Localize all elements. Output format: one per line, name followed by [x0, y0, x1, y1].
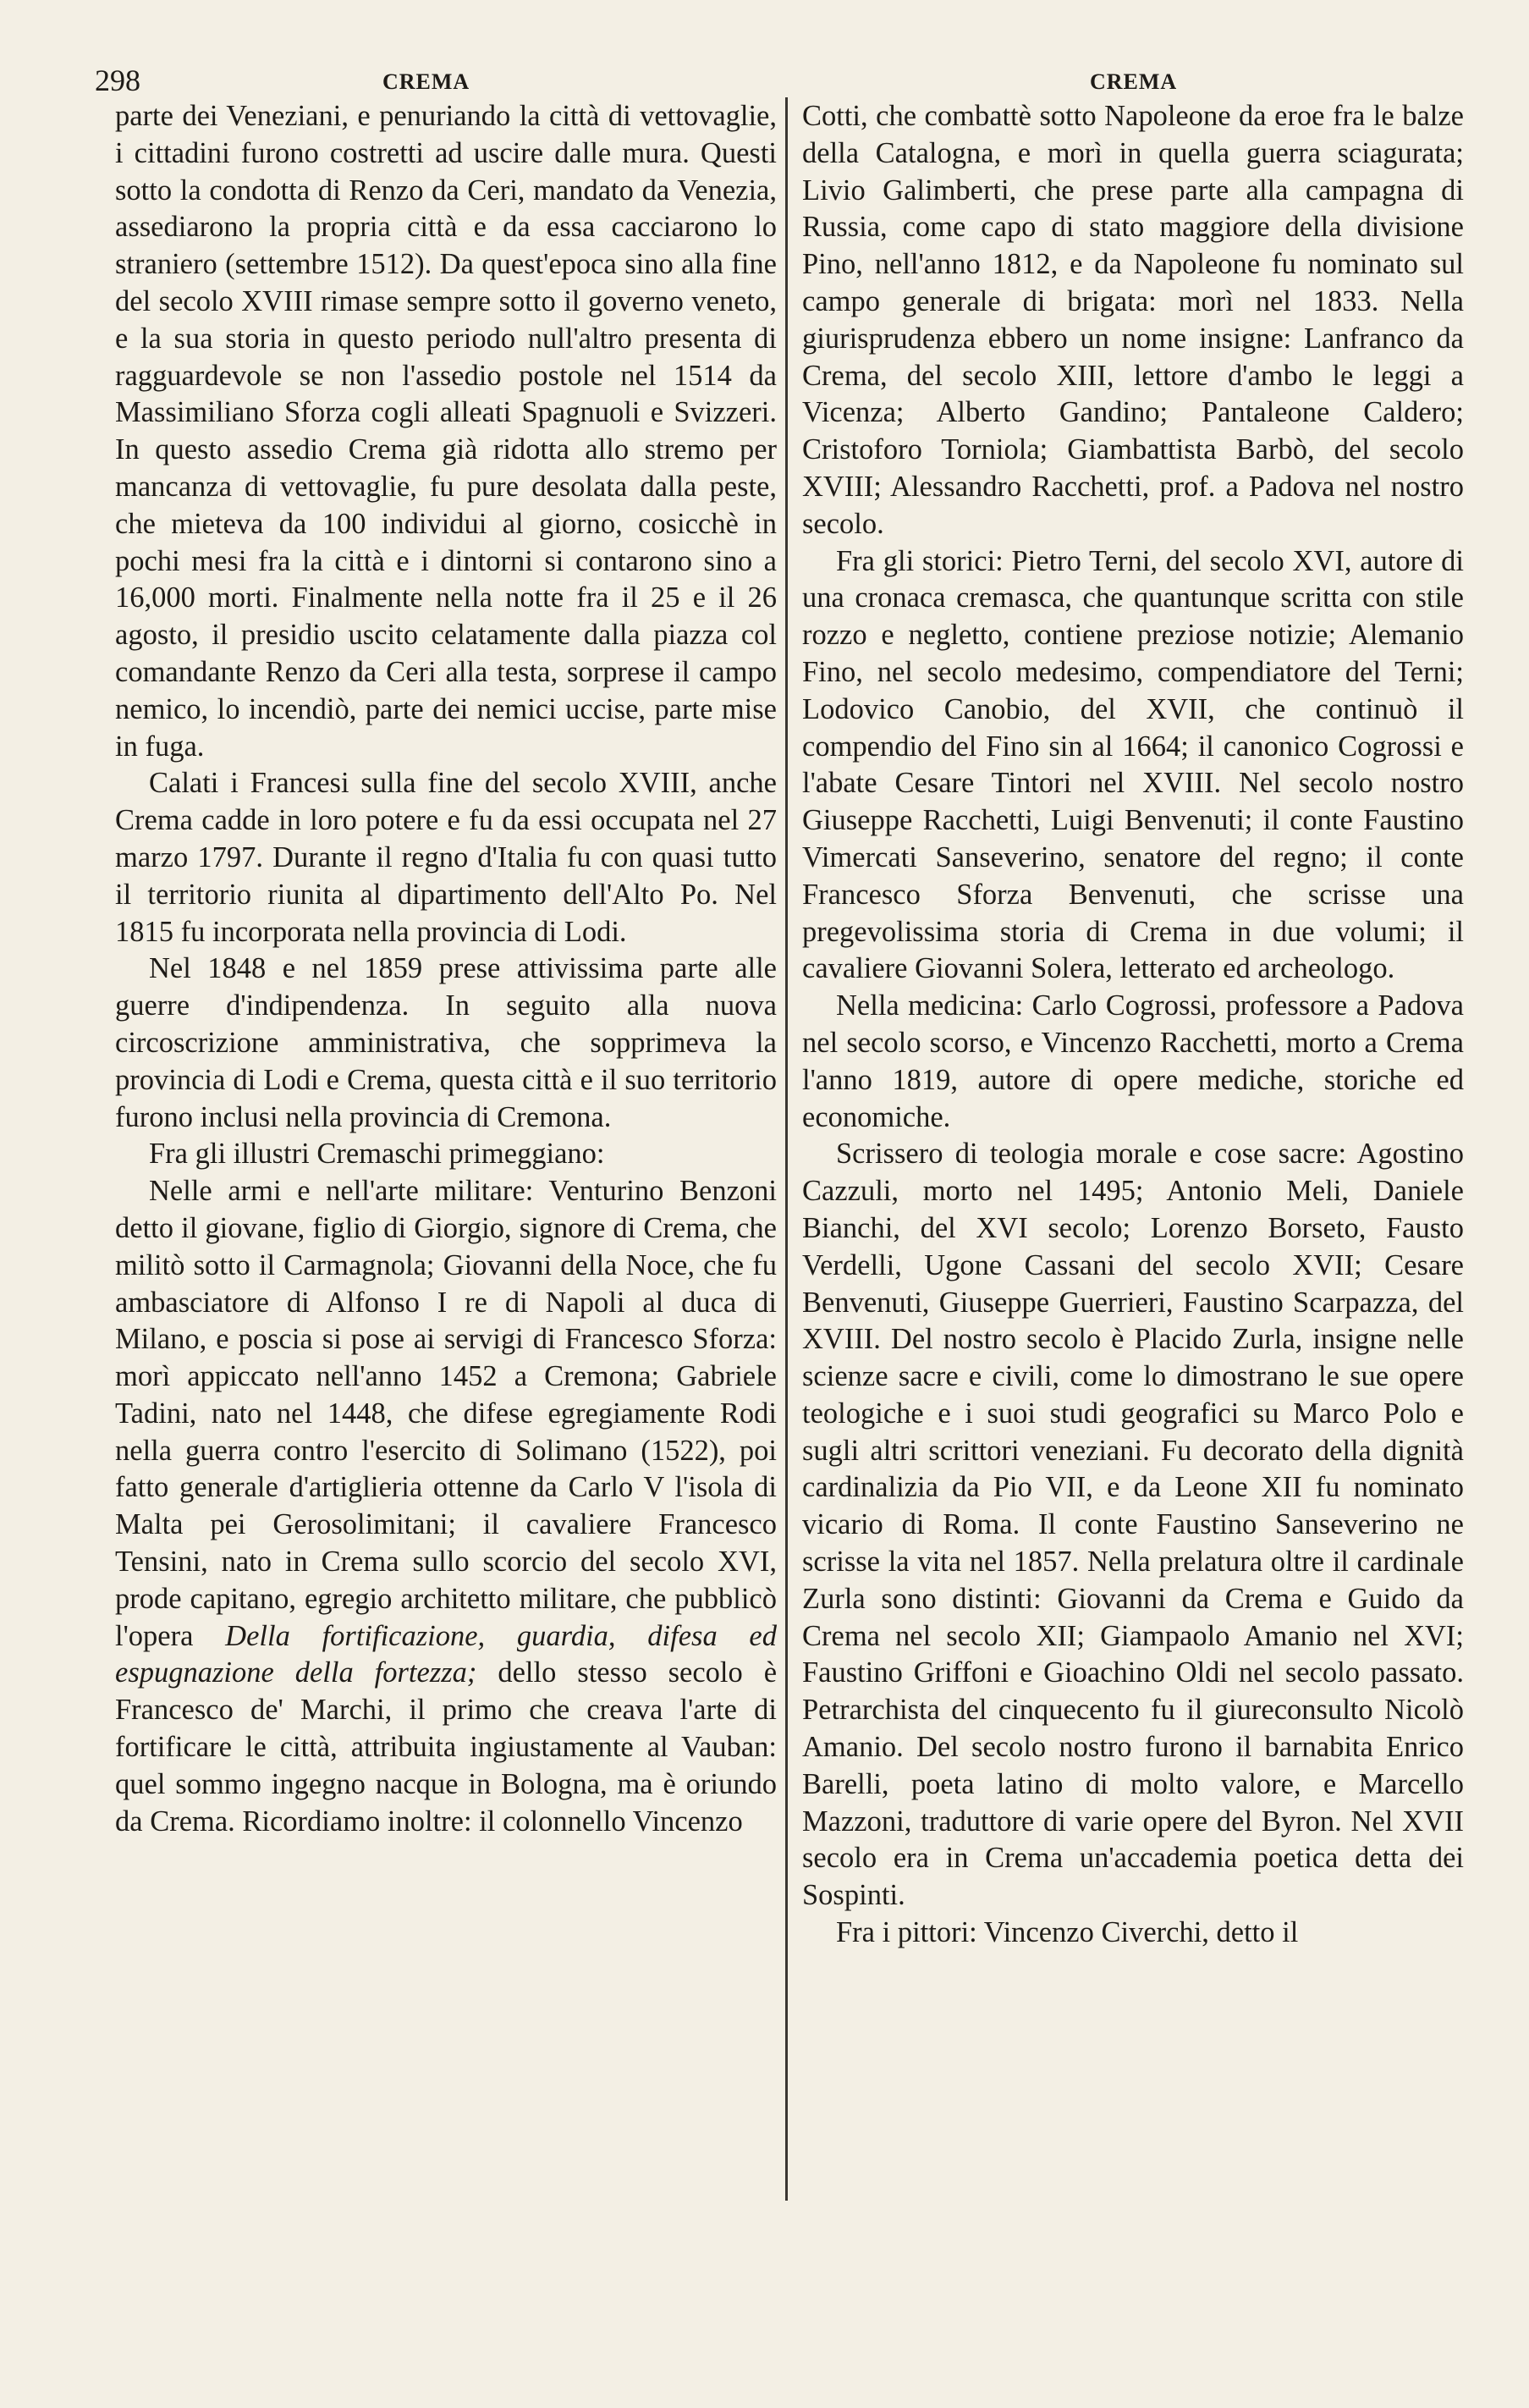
paragraph: Scrissero di teologia morale e cose sacre: Agostino Cazzuli, morto nel 1495; Antonio Meli, Daniele Bianchi, del XVI secolo; Lorenzo Borseto, Fausto Verdelli, Ugone Cassani del secolo XVII; Cesare Benvenuti, Giuseppe Guerrieri, Faustino Scarpazza, del XVIII. Del nostro secolo è Placido Zurla, insigne nelle scienze sacre e civili, come lo dimostrano le sue opere teologiche e i suoi studi geografici su Marco Polo e sugli altri scrittori veneziani. Fu decorato della dignità cardinalizia da Pio VII, e da Leone XII fu nominato vicario di Roma. Il conte Faustino Sanseverino ne scrisse la vita nel 1857. Nella prelatura oltre il cardinale Zurla sono distinti: Giovanni da Crema e Guido da Crema nel secolo XII; Giampaolo Amanio nel XVI; Faustino Griffoni e Gioachino Oldi nel secolo passato. Petrarchista del cinquecento fu il giureconsulto Nicolò Amanio. Del secolo nostro furono il barnabita Enrico Barelli, poeta latino di molto valore, e Marcello Mazzoni, traduttore di varie opere del Byron. Nel XVII secolo era in Crema un'accademia poetica detta dei Sospinti. — [802, 1138, 1464, 1912]
paragraph-text: dello stesso secolo è Francesco de' Marchi, il primo che creava l'arte di fortificare le città, attribuita ingiustamente al Vauban: quel sommo ingegno nacque in Bologna, ma è oriundo da Crema. Ricordiamo inoltre: il colonnello Vincenzo — [115, 1656, 778, 1838]
paragraph: Calati i Francesi sulla fine del secolo XVIII, anche Crema cadde in loro potere e fu da essi occupata nel 27 marzo 1797. Durante il regno d'Italia fu con quasi tutto il territorio riunita al dipartimento dell'Alto Po. Nel 1815 fu incorporata nella provincia di Lodi. — [115, 767, 777, 948]
page-number: 298 — [95, 63, 140, 97]
running-header-right: CREMA — [1090, 69, 1178, 94]
paragraph: Nel 1848 e nel 1859 prese attivissima parte alle guerre d'indipendenza. In seguito alla nuova circoscrizione amministrativa, che sopprimeva la provincia di Lodi e Crema, questa città e il suo territorio furono inclusi nella provincia di Cremona. — [115, 952, 777, 1133]
paragraph: Fra gli illustri Cremaschi primeggiano: — [149, 1138, 605, 1171]
book-title: Della fortificazione, guardia, difesa ed espugnazione della fortezza; — [115, 1619, 777, 1689]
right-column — [802, 98, 1464, 1952]
paragraph: Fra gli storici: Pietro Terni, del secolo XVI, autore di una cronaca cremasca, che quantunque scritta con stile rozzo e negletto, contiene preziose notizie; Alemanio Fino, nel secolo medesimo, compendiatore del Terni; Lodovico Canobio, del XVII, che continuò il compendio del Fino sin al 1664; il canonico Cogrossi e l'abate Cesare Tintori nel XVIII. Nel secolo nostro Giuseppe Racchetti, Luigi Benvenuti; il conte Faustino Vimercati Sanseverino, senatore del regno; il conte Francesco Sforza Benvenuti, che scrisse una pregevolissima storia di Crema in due volumi; il cavaliere Giovanni Solera, letterato ed archeologo. — [802, 544, 1464, 985]
left-column — [115, 98, 777, 1840]
paragraph-text: Nelle armi e nell'arte militare: Venturino Benzoni detto il giovane, figlio di Giorgio, signore di Crema, che militò sotto il Carmagnola; Giovanni della Noce, che fu ambasciatore di Alfonso I re di Napoli al duca di Milano, e poscia si pose ai servigi di Francesco Sforza: morì appiccato nell'anno 1452 a Cremona; Gabriele Tadini, nato nel 1448, che difese egregiamente Rodi nella guerra contro l'esercito di Solimano (1522), poi fatto generale d'artiglieria ottenne da Carlo V l'isola di Malta pei Gerosolimitani; il cavaliere Francesco Tensini, nato in Crema sullo scorcio del secolo XVI, prode capitano, egregio architetto militare, che pubblicò l'opera — [115, 1175, 777, 1652]
paragraph: Cotti, che combattè sotto Napoleone da eroe fra le balze della Catalogna, e morì in quella guerra sciagurata; Livio Galimberti, che prese parte alla campagna di Russia, come capo di stato maggiore della divisione Pino, nell'anno 1812, e da Napoleone fu nominato sul campo generale di brigata: morì nel 1833. Nella giurisprudenza ebbero un nome insigne: Lanfranco da Crema, del secolo XIII, lettore d'ambo le leggi a Vicenza; Alberto Gandino; Pantaleone Caldero; Cristoforo Torniola; Giambattista Barbò, del secolo XVIII; Alessandro Racchetti, prof. a Padova nel nostro secolo. — [802, 100, 1464, 540]
column-divider — [785, 97, 788, 2201]
paragraph: Fra i pittori: Vincenzo Civerchi, detto il — [836, 1916, 1299, 1949]
paragraph — [115, 1173, 777, 1840]
paragraph: Nella medicina: Carlo Cogrossi, professore a Padova nel secolo scorso, e Vincenzo Racchetti, morto a Crema l'anno 1819, autore di opere mediche, storiche ed economiche. — [802, 989, 1464, 1133]
paragraph: parte dei Veneziani, e penuriando la città di vettovaglie, i cittadini furono costretti ad uscire dalle mura. Questi sotto la condotta di Renzo da Ceri, mandato da Venezia, assediarono la propria città e da essa cacciarono lo straniero (settembre 1512). Da quest'epoca sino alla fine del secolo XVIII rimase sempre sotto il governo veneto, e la sua storia in questo periodo null'altro presenta di ragguardevole se non l'assedio postole nel 1514 da Massimiliano Sforza cogli alleati Spagnuoli e Svizzeri. In questo assedio Crema già ridotta allo stremo per mancanza di vettovaglie, fu pure desolata dalla peste, che mieteva da 100 individui al giorno, cosicchè in pochi mesi fra la città e i dintorni si contarono sino a 16,000 morti. Finalmente nella notte fra il 25 e il 26 agosto, il presidio uscito celatamente dalla piazza col comandante Renzo da Ceri alla testa, sorprese il campo nemico, lo incendiò, parte dei nemici uccise, parte mise in fuga. — [115, 100, 777, 763]
running-header-left: CREMA — [382, 69, 470, 94]
